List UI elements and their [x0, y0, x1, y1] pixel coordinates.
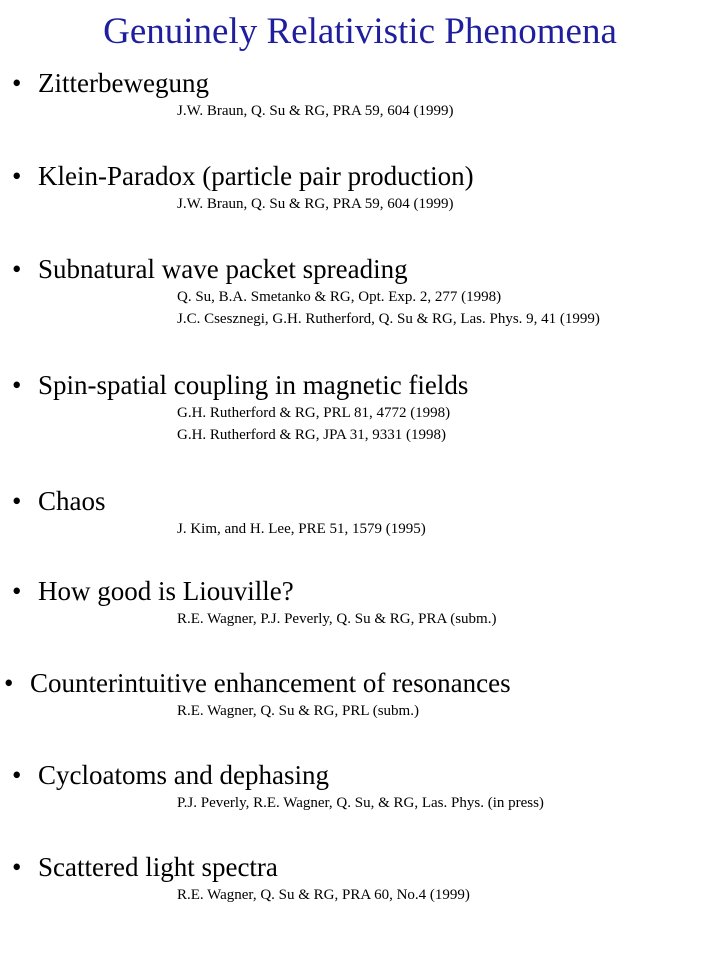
list-item — [0, 66, 720, 122]
bullet: • — [12, 486, 22, 516]
item-title: Subnatural wave packet spreading — [38, 254, 408, 284]
list-item — [0, 484, 720, 540]
references — [177, 402, 720, 446]
reference: J.C. Csesznegi, G.H. Rutherford, Q. Su & RG, Las. Phys. 9, 41 (1999) — [177, 311, 600, 327]
list-item — [0, 368, 720, 446]
list-item — [0, 252, 720, 330]
references — [177, 700, 720, 722]
list-item — [0, 758, 720, 814]
item-title: How good is Liouville? — [38, 576, 294, 606]
reference: J.W. Braun, Q. Su & RG, PRA 59, 604 (1999) — [177, 196, 454, 212]
item-title: Klein-Paradox (particle pair production) — [38, 161, 474, 191]
bullet: • — [4, 668, 14, 698]
reference: Q. Su, B.A. Smetanko & RG, Opt. Exp. 2, 277 (1998) — [177, 289, 502, 305]
reference: J. Kim, and H. Lee, PRE 51, 1579 (1995) — [177, 521, 426, 537]
item-title: Chaos — [38, 486, 106, 516]
references — [177, 518, 720, 540]
item-title: Cycloatoms and dephasing — [38, 760, 329, 790]
reference: G.H. Rutherford & RG, JPA 31, 9331 (1998) — [177, 427, 447, 443]
bullet: • — [12, 576, 22, 606]
item-title: Spin-spatial coupling in magnetic fields — [38, 370, 469, 400]
reference: P.J. Peverly, R.E. Wagner, Q. Su, & RG, Las. Phys. (in press) — [177, 795, 544, 811]
item-title: Counterintuitive enhancement of resonances — [30, 668, 511, 698]
references — [177, 608, 720, 630]
list-item — [0, 159, 720, 215]
reference: R.E. Wagner, Q. Su & RG, PRA 60, No.4 (1999) — [177, 887, 470, 903]
reference: R.E. Wagner, Q. Su & RG, PRL (subm.) — [177, 703, 419, 719]
reference: R.E. Wagner, P.J. Peverly, Q. Su & RG, PRA (subm.) — [177, 611, 497, 627]
item-title: Zitterbewegung — [38, 68, 209, 98]
bullet: • — [12, 254, 22, 284]
item-title: Scattered light spectra — [38, 852, 278, 882]
bullet: • — [12, 161, 22, 191]
slide-title: Genuinely Relativistic Phenomena — [103, 11, 617, 52]
bullet: • — [12, 68, 22, 98]
references — [177, 884, 720, 906]
list-item — [0, 574, 720, 630]
reference: J.W. Braun, Q. Su & RG, PRA 59, 604 (1999) — [177, 103, 454, 119]
references — [177, 193, 720, 215]
bullet: • — [12, 370, 22, 400]
list-item — [0, 666, 720, 722]
references — [177, 100, 720, 122]
bullet: • — [12, 852, 22, 882]
list-item — [0, 850, 720, 906]
bullet: • — [12, 760, 22, 790]
references — [177, 286, 720, 330]
reference: G.H. Rutherford & RG, PRL 81, 4772 (1998) — [177, 405, 451, 421]
references — [177, 792, 720, 814]
